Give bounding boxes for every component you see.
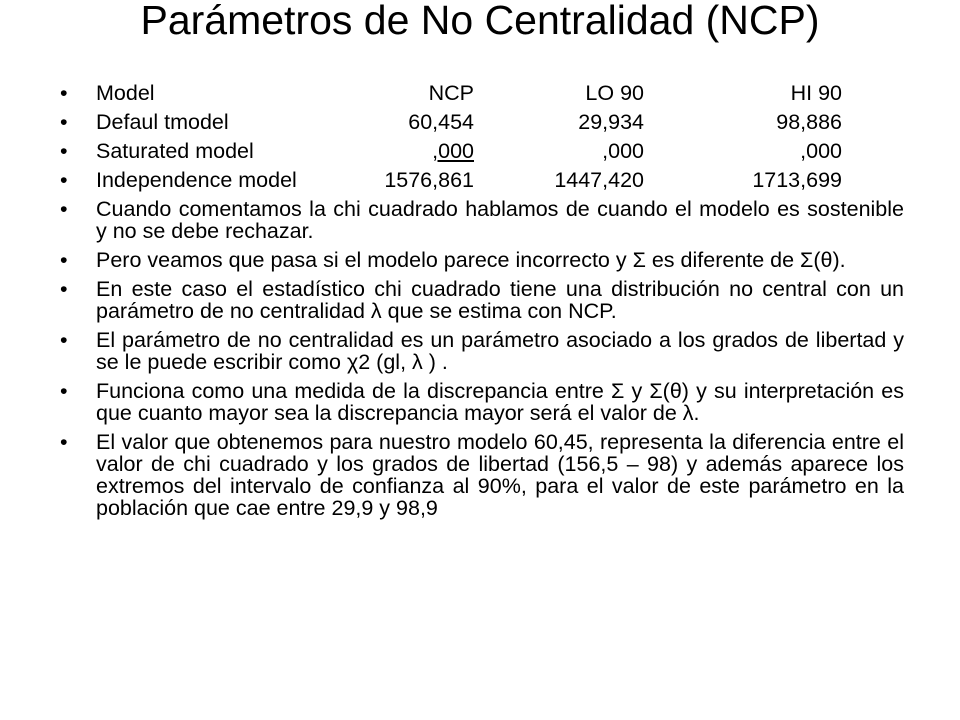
cell-lo90: 29,934: [578, 110, 644, 134]
cell-hi90: 98,886: [776, 110, 842, 134]
table-header-row: [60, 82, 904, 104]
paragraph-text: En este caso el estadístico chi cuadrado tiene una distribución no central con un parámetro de no centralidad λ que se estima con NCP.: [96, 277, 904, 323]
paragraph-bullet: [60, 329, 904, 373]
header-model: Model: [96, 81, 155, 105]
cell-hi90: ,000: [800, 139, 842, 163]
paragraph-bullet: [60, 380, 904, 424]
cell-ncp: 1576,861: [384, 168, 474, 192]
paragraph-text: Cuando comentamos la chi cuadrado hablamos de cuando el modelo es sostenible y no se debe rechazar.: [96, 197, 904, 243]
bullet-dot: •: [60, 139, 68, 163]
cell-lo90: 1447,420: [554, 168, 644, 192]
table-row-saturated: [60, 140, 904, 162]
paragraph-text: Funciona como una medida de la discrepancia entre Σ y Σ(θ) y su interpretación es que cuanto mayor sea la discrepancia mayor será el valor de λ.: [96, 379, 904, 425]
cell-ncp: 60,454: [408, 110, 474, 134]
paragraph-bullet: [60, 249, 904, 271]
paragraph-bullet: [60, 431, 904, 519]
slide-title: Parámetros de No Centralidad (NCP): [140, 0, 820, 43]
cell-model: Independence model: [96, 168, 297, 192]
bullet-dot: •: [60, 379, 68, 403]
bullet-dot: •: [60, 197, 68, 221]
bullet-dot: •: [60, 248, 68, 272]
cell-ncp: ,000: [432, 139, 474, 163]
cell-model: Saturated model: [96, 139, 254, 163]
header-lo90: LO 90: [585, 81, 644, 105]
paragraph-text: El parámetro de no centralidad es un parámetro asociado a los grados de libertad y se le puede escribir como χ2 (gl, λ ) .: [96, 328, 904, 374]
table-row-independence: [60, 169, 904, 191]
bullet-list: [60, 82, 904, 526]
paragraph-bullet: [60, 278, 904, 322]
cell-hi90: 1713,699: [752, 168, 842, 192]
paragraph-text: Pero veamos que pasa si el modelo parece incorrecto y Σ es diferente de Σ(θ).: [96, 248, 846, 272]
paragraph-text: El valor que obtenemos para nuestro modelo 60,45, representa la diferencia entre el valor de chi cuadrado y los grados de libertad (156,5 – 98) y además aparece los extremos del intervalo de confianza al 90%, para el valor de este parámetro en la población que cae entre 29,9 y 98,9: [96, 430, 904, 520]
bullet-dot: •: [60, 430, 68, 454]
bullet-dot: •: [60, 328, 68, 352]
header-ncp: NCP: [428, 81, 474, 105]
bullet-dot: •: [60, 81, 68, 105]
cell-model: Defaul tmodel: [96, 110, 229, 134]
table-row-default: [60, 111, 904, 133]
cell-lo90: ,000: [602, 139, 644, 163]
header-hi90: HI 90: [790, 81, 842, 105]
paragraph-bullet: [60, 198, 904, 242]
bullet-dot: •: [60, 110, 68, 134]
bullet-dot: •: [60, 277, 68, 301]
bullet-dot: •: [60, 168, 68, 192]
